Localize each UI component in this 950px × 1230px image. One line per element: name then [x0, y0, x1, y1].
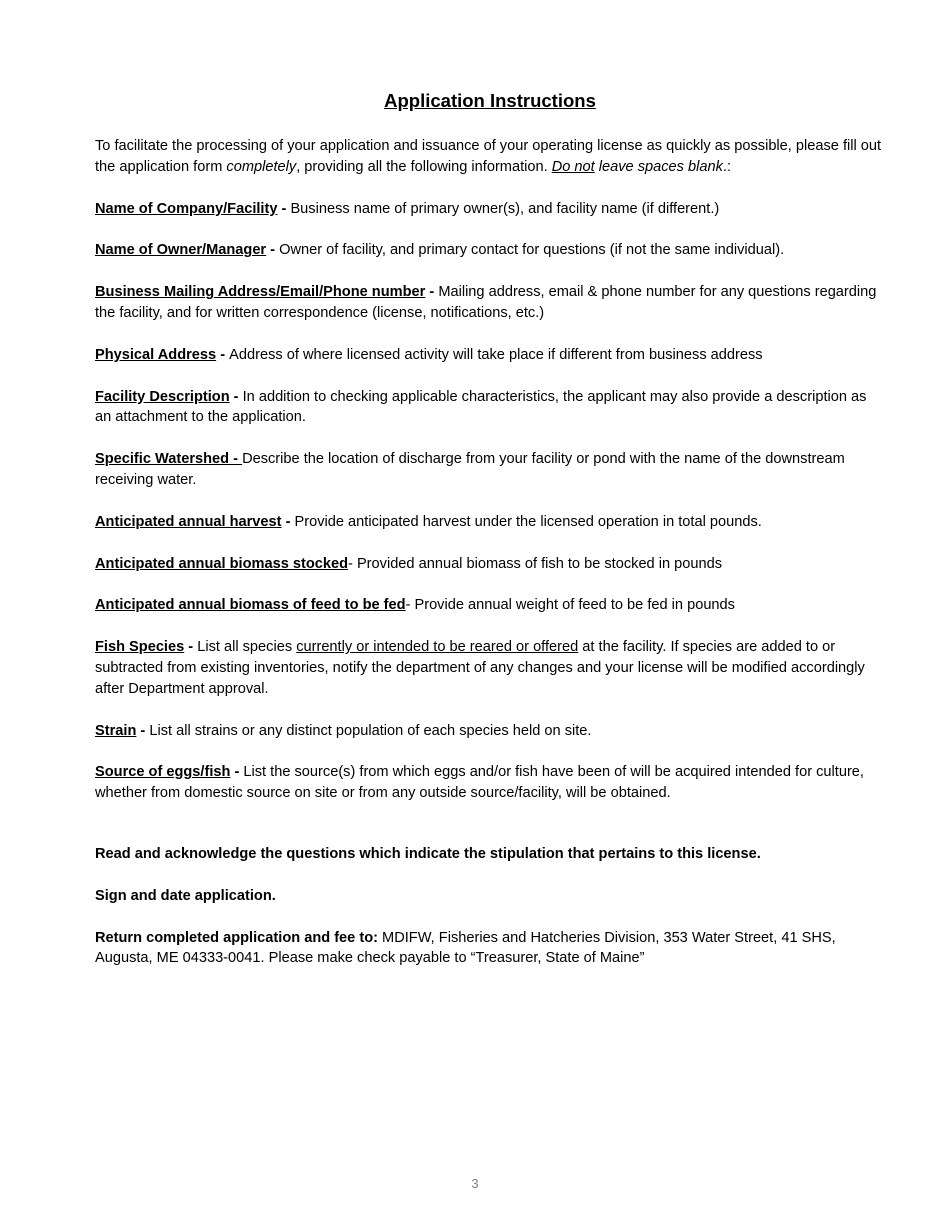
item-text: - Provided annual biomass of fish to be stocked in pounds	[348, 555, 723, 572]
item-text: at the facility. If species are added to or subtracted from existing inventories, notify the department of any changes and your license will be modified accordingly after Department approval.	[95, 639, 865, 697]
item-separator: -	[230, 764, 244, 781]
item-physical-address	[95, 345, 885, 366]
item-text: List all strains or any distinct population of each species held on site.	[149, 722, 592, 739]
item-text: Address of where licensed activity will take place if different from business address	[229, 346, 763, 363]
sign-date-instruction: Sign and date application.	[95, 887, 276, 904]
intro-text-2: , providing all the following information.	[296, 158, 552, 175]
item-term: Source of eggs/fish	[95, 764, 231, 781]
item-term: Anticipated annual harvest	[95, 513, 282, 530]
item-text: Business name of primary owner(s), and facility name (if different.)	[290, 200, 720, 217]
item-term: Strain	[95, 722, 137, 739]
read-acknowledge-instruction: Read and acknowledge the questions which indicate the stipulation that pertains to this license.	[95, 845, 761, 862]
item-term: Name of Owner/Manager	[95, 242, 267, 259]
spacer	[95, 825, 885, 844]
item-strain	[95, 721, 885, 742]
item-underlined-text: currently or intended to be reared or offered	[296, 639, 579, 656]
item-term: Facility Description	[95, 388, 230, 405]
item-separator: -	[281, 513, 295, 530]
item-separator: -	[266, 242, 280, 259]
item-text: Mailing address, email & phone number for any questions regarding the facility, and for written correspondence (license, notifications, etc.)	[95, 284, 877, 321]
item-company-facility	[95, 199, 885, 220]
item-term: Name of Company/Facility	[95, 200, 278, 217]
item-term: Business Mailing Address/Email/Phone number	[95, 284, 426, 301]
item-separator: -	[229, 388, 243, 405]
page-title: Application Instructions	[384, 90, 596, 111]
item-annual-harvest	[95, 512, 885, 533]
item-term: Physical Address	[95, 346, 217, 363]
item-source-eggs-fish	[95, 762, 885, 804]
item-owner-manager	[95, 240, 885, 261]
item-separator: -	[184, 639, 198, 656]
item-separator: -	[136, 722, 150, 739]
item-text: Owner of facility, and primary contact for questions (if not the same individual).	[279, 242, 785, 259]
item-term: Anticipated annual biomass of feed to be fed	[95, 597, 406, 614]
return-text: MDIFW, Fisheries and Hatcheries Division, 353 Water Street, 41 SHS, Augusta, ME 04333-0041. Please make check payable to “Treasurer, State of Maine”	[95, 929, 836, 967]
intro-text-1: To facilitate the processing of your application and issuance of your operating license as quickly as possible, please fill out the application form	[95, 138, 882, 175]
document-page	[95, 88, 885, 990]
intro-leave-blank: leave spaces blank	[594, 158, 723, 175]
item-facility-description	[95, 387, 885, 429]
item-text: In addition to checking applicable characteristics, the applicant may also provide a description as an attachment to the application.	[95, 388, 867, 426]
item-biomass-feed	[95, 595, 885, 616]
intro-completely: completely	[226, 158, 297, 175]
item-term: Anticipated annual biomass stocked	[95, 555, 349, 572]
return-label: Return completed application and fee to:	[95, 929, 378, 946]
item-separator: -	[216, 346, 230, 363]
item-specific-watershed	[95, 449, 885, 491]
item-separator: -	[277, 200, 291, 217]
item-separator: -	[425, 284, 439, 301]
item-text: Describe the location of discharge from your facility or pond with the name of the downstream receiving water.	[95, 451, 845, 488]
intro-paragraph	[95, 136, 885, 178]
page-number: 3	[471, 1176, 479, 1191]
item-text: Provide anticipated harvest under the licensed operation in total pounds.	[294, 513, 762, 530]
item-text: - Provide annual weight of feed to be fed in pounds	[405, 597, 735, 614]
item-biomass-stocked	[95, 554, 885, 575]
item-mailing-address	[95, 282, 885, 324]
intro-do-not: Do not	[551, 158, 595, 175]
item-fish-species	[95, 637, 885, 699]
item-text: List all species	[197, 639, 297, 656]
item-term: Specific Watershed -	[95, 451, 243, 468]
return-instruction	[95, 928, 885, 970]
item-text: List the source(s) from which eggs and/or fish have been of will be acquired intended for culture, whether from domestic source on site or from any outside source/facility, will be obtained.	[95, 764, 864, 802]
intro-end: .:	[722, 158, 732, 175]
item-term: Fish Species	[95, 639, 185, 656]
